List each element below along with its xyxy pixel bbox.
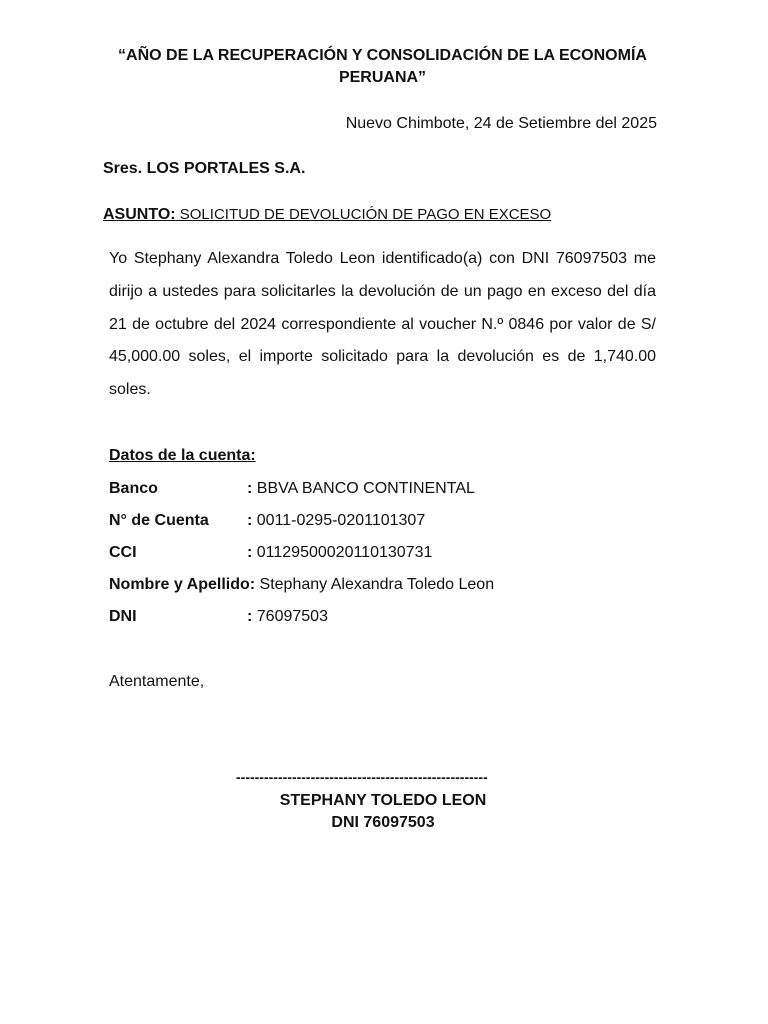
account-heading: Datos de la cuenta: [109,447,256,464]
document-title [110,45,655,89]
account-row-dni [109,606,328,628]
account-row-name [109,574,494,596]
dni-value: 76097503 [252,608,328,625]
account-number-value: 0011-0295-0201101307 [252,512,426,529]
dni-label: DNI [109,608,137,625]
account-number-label: N° de Cuenta [109,512,209,529]
signature-line: ------------------------------------------------------ [236,769,488,785]
bank-label: Banco [109,480,158,497]
recipient: Sres. LOS PORTALES S.A. [103,160,306,177]
cci-label: CCI [109,544,137,561]
body-paragraph: Yo Stephany Alexandra Toledo Leon identificado(a) con DNI 76097503 me dirijo a ustedes para solicitarles la devolución de un pago en exceso del día 21 de octubre del 2024 correspondiente al voucher N.º 0846 por valor de S/ 45,000.00 soles, el importe solicitado para la devolución es de 1,740.00 soles. [109,250,656,399]
account-row-bank [109,478,475,500]
subject-text: SOLICITUD DE DEVOLUCIÓN DE PAGO EN EXCESO [175,206,552,223]
bank-value: BBVA BANCO CONTINENTAL [252,480,475,497]
cci-value: 01129500020110130731 [252,544,433,561]
signature-name: STEPHANY TOLEDO LEON [279,792,487,809]
subject-label: ASUNTO: [103,206,176,223]
colon: : [247,480,253,497]
name-label: Nombre y Apellido: [109,576,256,593]
closing: Atentamente, [109,673,205,690]
account-row-cci [109,542,432,564]
subject [103,204,551,226]
account-row-number [109,510,425,532]
signature-dni: DNI 76097503 [331,814,435,831]
name-value: Stephany Alexandra Toledo Leon [255,576,495,593]
title-line-1: “AÑO DE LA RECUPERACIÓN Y CONSOLIDACIÓN DE LA ECONOMÍA [118,47,647,64]
colon: : [247,512,253,529]
colon: : [247,608,253,625]
document-date: Nuevo Chimbote, 24 de Setiembre del 2025 [345,115,657,132]
title-line-2: PERUANA” [338,69,427,86]
colon: : [247,544,253,561]
